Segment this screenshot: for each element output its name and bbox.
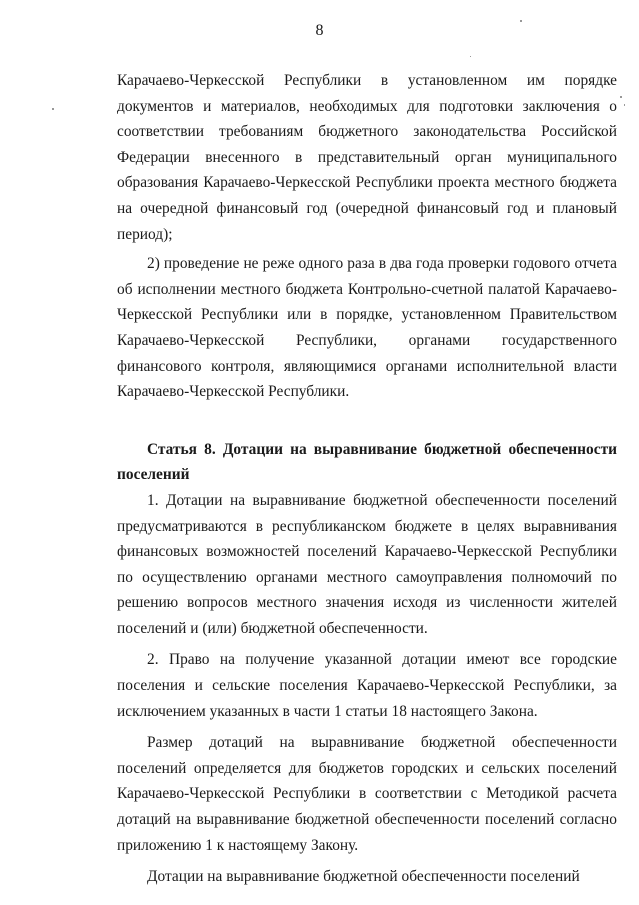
article-8-paragraph-1: 1. Дотации на выравнивание бюджетной обеспеченности поселений предусматриваются в республиканском бюджете в целях выравнивания финансовых возможностей поселений Карачаево-Черкесской Республики по осуществлению органами местного самоуправления полномочий по решению вопросов местного значения исходя из численности жителей поселений и (или) бюджетной обеспеченности. — [117, 491, 617, 637]
document-body — [117, 68, 617, 890]
scan-speck — [620, 96, 622, 98]
list-item-2: 2) проведение не реже одного раза в два года проверки годового отчета об исполнении местного бюджета Контрольно-счетной палатой Карачаево-Черкесской Республики или в порядке, установленном Правительством Карачаево-Черкесской Республики, органами государственного финансового контроля, являющимися органами исполнительной власти Карачаево-Черкесской Республики. — [117, 255, 617, 401]
scan-speck — [470, 56, 471, 57]
paragraph-continued: Карачаево-Черкесской Республики в установленном им порядке документов и материалов, необходимых для подготовки заключения о соответствии требованиям бюджетного законодательства Российской Федерации внесенного в представительный орган муниципального образования Карачаево-Черкесской Республики проекта местного бюджета на очередной финансовый год (очередной финансовый год и плановый период); — [117, 72, 617, 243]
page-number: 8 — [315, 22, 324, 39]
article-8-heading: Статья 8. Дотации на выравнивание бюджетной обеспеченности поселений — [117, 440, 617, 484]
scan-speck — [52, 108, 54, 110]
article-8-paragraph-3: Размер дотаций на выравнивание бюджетной обеспеченности поселений определяется для бюджетов городских и сельских поселений Карачаево-Черкесской Республики в соответствии с Методикой расчета дотаций на выравнивание бюджетной обеспеченности поселений согласно приложению 1 к настоящему Закону. — [117, 734, 617, 854]
scan-speck — [520, 20, 522, 22]
article-8-paragraph-2: 2. Право на получение указанной дотации имеют все городские поселения и сельские поселения Карачаево-Черкесской Республики, за исключением указанных в части 1 статьи 18 настоящего Закона. — [117, 651, 617, 720]
article-8-paragraph-4: Дотации на выравнивание бюджетной обеспеченности поселений — [147, 868, 580, 886]
scan-speck — [624, 104, 625, 106]
